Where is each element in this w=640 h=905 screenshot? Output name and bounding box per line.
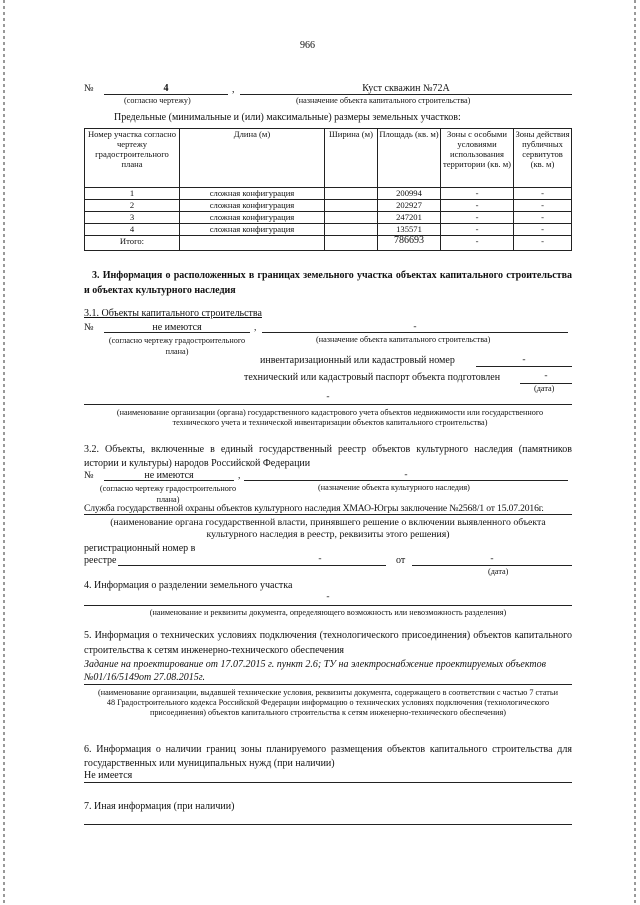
- section-3-2-title: 3.2. Объекты, включенные в единый государственный реестр объектов культурного наследия (памятников истории и культуры) народов Российской Федерации: [84, 444, 572, 469]
- no-sign: №: [84, 83, 94, 94]
- table-total-row: Итого: 786693 - -: [85, 236, 572, 251]
- reg-date: -: [490, 554, 494, 564]
- registration-org: -: [326, 392, 330, 402]
- section-7-title: 7. Иная информация (при наличии): [84, 801, 235, 812]
- total-area: 786693: [378, 236, 441, 251]
- col-header-special-zones: Зоны с особыми условиями использования территории (кв. м): [441, 129, 514, 188]
- section-5-value: Задание на проектирование от 17.07.2015 г. пункт 2.6; ТУ на электроснабжение проектируемых объектов №01/16/5149от 27.08.2015г.: [84, 659, 546, 683]
- col-header-width: Ширина (м): [325, 129, 378, 188]
- inventory-label: инвентаризационный или кадастровый номер: [260, 355, 455, 366]
- table-header-row: [85, 129, 572, 188]
- heritage-name: -: [404, 470, 408, 480]
- page-number: 966: [300, 40, 315, 51]
- table-row: 1 сложная конфигурация 200994 - -: [85, 188, 572, 200]
- sizes-title: Предельные (минимальные и (или) максимальные) размеры земельных участков:: [114, 112, 461, 123]
- table-row: 3 сложная конфигурация 247201 - -: [85, 212, 572, 224]
- heritage-authority-caption: (наименование органа государственной власти, принявшего решение о включении выявленного объекта культурного наследия в реестр, реквизиты этого решения): [110, 517, 546, 540]
- col-header-length: Длина (м): [180, 129, 325, 188]
- plot-size-table: [84, 128, 572, 251]
- col-header-servitude-zones: Зоны действия публичных сервитутов (кв. м): [514, 129, 572, 188]
- cap-objects-name: -: [413, 322, 417, 332]
- section-6-value: Не имеется: [84, 770, 133, 781]
- heritage-number: не имеются: [144, 470, 194, 481]
- inventory-value: -: [522, 355, 526, 365]
- passport-date: -: [544, 371, 548, 381]
- section-5-caption: (наименование организации, выдавшей технические условия, реквизиты документа, содержащего в соответствии с частью 7 статьи 48 Градостроительного кодекса Российской Федерации информацию о технических условиях подключения (технологического присоединения) объектов капитального строительства к сетям инженерно-технического обеспечения): [98, 688, 558, 717]
- table-row: 4 сложная конфигурация 135571 - -: [85, 224, 572, 236]
- scan-edge-left: [3, 0, 5, 905]
- col-header-area: Площадь (кв. м): [378, 129, 441, 188]
- section-4-title: 4. Информация о разделении земельного участка: [84, 580, 293, 591]
- section-3-1-title: 3.1. Объекты капитального строительства: [84, 308, 262, 319]
- table-row: 2 сложная конфигурация 202927 - -: [85, 200, 572, 212]
- heritage-authority: Служба государственной охраны объектов культурного наследия ХМАО-Югры заключение №2568/1 от 15.07.2016г.: [84, 503, 544, 514]
- section-3-title: 3. Информация о расположенных в границах земельного участка объектах капитального строительства и объектах культурного наследия: [84, 270, 572, 296]
- total-label: Итого:: [85, 236, 180, 251]
- object-name: Куст скважин №72А: [362, 83, 450, 94]
- scan-edge-right: [634, 0, 636, 905]
- registration-org-caption: (наименование организации (органа) государственного кадастрового учета объектов недвижимости или государственного технического учета и технической инвентаризации объектов капитального строительства): [116, 408, 544, 427]
- reg-number: -: [318, 554, 322, 564]
- col-header-number: Номер участка согласно чертежу градостроительного плана: [85, 129, 180, 188]
- section-5-title: 5. Информация о технических условиях подключения (технологического присоединения) объектов капитального строительства к сетям инженерно-технического обеспечения: [84, 630, 572, 656]
- section-6-title: 6. Информация о наличии границ зоны планируемого размещения объектов капитального строительства для государственных или муниципальных нужд (при наличии): [84, 744, 572, 769]
- section-4-value: -: [326, 592, 330, 602]
- plot-number: 4: [163, 83, 169, 94]
- cap-objects-number: не имеются: [152, 322, 202, 333]
- section-4-caption: (наименование и реквизиты документа, определяющего возможность или невозможность разделения): [149, 608, 507, 617]
- passport-label: технический или кадастровый паспорт объекта подготовлен: [244, 372, 501, 383]
